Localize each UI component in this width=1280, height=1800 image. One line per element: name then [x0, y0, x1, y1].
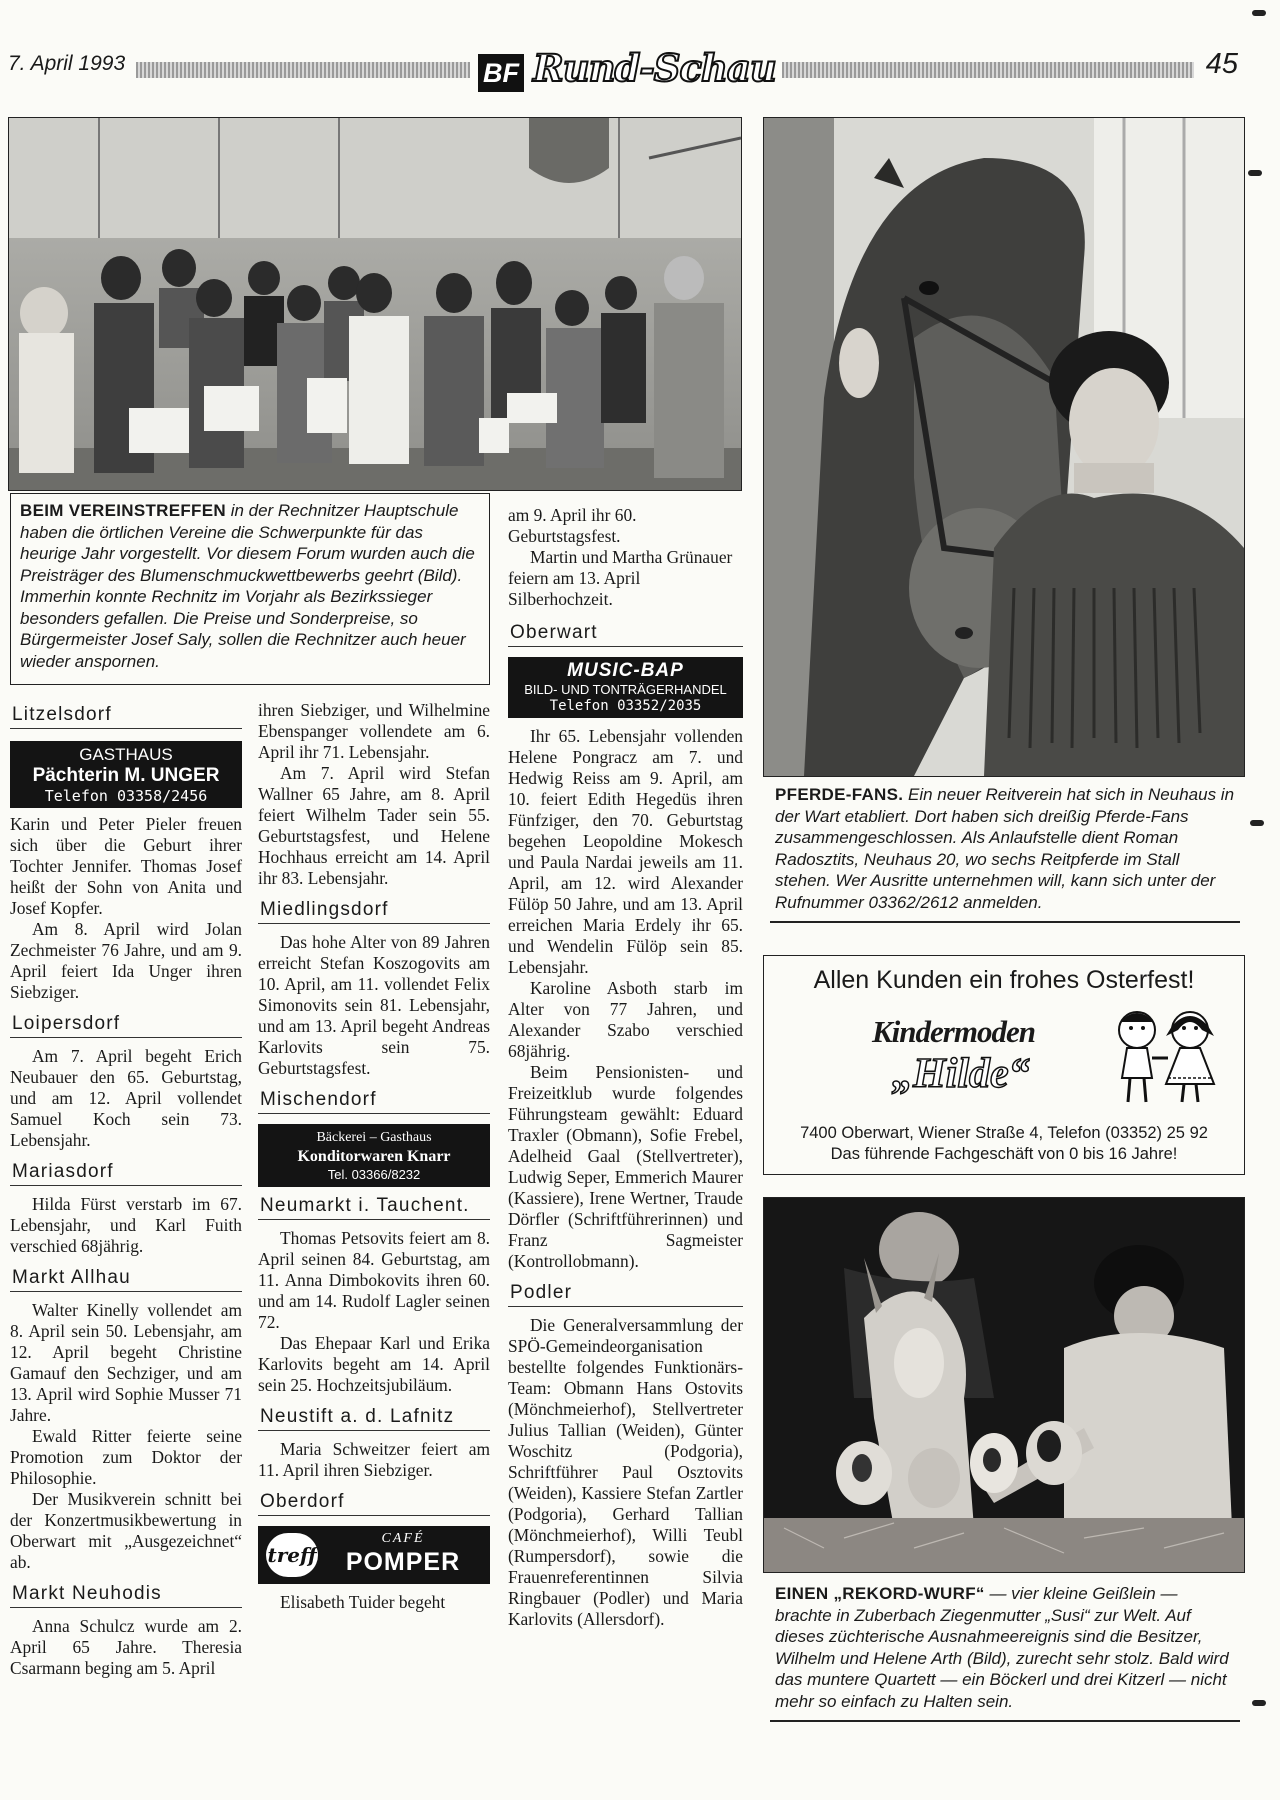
- paragraph: Am 8. April wird Jolan Zechmeister 76 Jahre, und am 9. April feiert Ida Unger ihren Siebziger.: [10, 919, 242, 1002]
- paragraph: Walter Kinelly vollendet am 8. April sein 50. Lebensjahr, am 12. April begeht Christine Gamauf den Sechziger, und am 13. April wird Sophie Musser 71 Jahre.: [10, 1300, 242, 1425]
- scan-mark: [1252, 10, 1266, 16]
- ad-line2: POMPER: [345, 1548, 461, 1576]
- treff-logo: treff: [266, 1533, 318, 1577]
- group-photo-caption: [20, 500, 482, 672]
- caption-text: Ein neuer Reitverein hat sich in Neuhaus in der Wart etabliert. Dort haben sich dreißig Pferde-Fans zusammengeschlossen. Als Anlaufstelle dient Roman Radosztits, Neuhaus 20, wo sechs Reitpferde im Stall stehen. Wer Ausritte unternehmen will, kann sich unter der Rufnummer 03362/2612 anmelden.: [775, 785, 1235, 912]
- caption-underline: [770, 921, 1240, 923]
- ad-kindermoden-hilde: [763, 955, 1245, 1175]
- scan-mark: [1252, 1700, 1266, 1706]
- paragraph: Das hohe Alter von 89 Jahren erreicht Stefan Koszogovits am 10. April, am 11. vollendet Felix Simonovits sein 81. Lebensjahr, und am 13. April begeht Andreas Karlovits sein 75. Geburtstagsfest.: [258, 932, 490, 1078]
- ad-line1: Bäckerei – Gasthaus: [316, 1130, 432, 1145]
- paragraph: Karin und Peter Pieler freuen sich über die Geburt ihrer Tochter Jennifer. Thomas Josef heißt der Sohn von Anita und Josef Kopfer.: [10, 814, 242, 918]
- header-rule-left: [136, 62, 470, 78]
- paragraph: Am 7. April wird Stefan Wallner 65 Jahre, am 8. April feiert Wilhelm Tader sein 55. Geburtstagsfest, und Helene Hochhaus erreicht am 14. April ihr 83. Lebensjahr.: [258, 763, 490, 888]
- ad-headline: Allen Kunden ein frohes Osterfest!: [813, 966, 1195, 994]
- paragraph: Maria Schweitzer feiert am 11. April ihren Siebziger.: [258, 1439, 490, 1480]
- issue-date: 7. April 1993: [8, 52, 126, 75]
- group-photo: [8, 117, 742, 491]
- ad-line2: Pächterin M. UNGER: [32, 765, 220, 786]
- horse-photo-caption: [775, 784, 1237, 913]
- caption-lead: BEIM VEREINSTREFFEN: [20, 501, 226, 520]
- ad-slogan: Das führende Fachgeschäft von 0 bis 16 Jahre!: [830, 1145, 1178, 1163]
- goats-photo: [763, 1197, 1245, 1573]
- ad-cafe-pomper: [258, 1526, 490, 1584]
- caption-text: in der Rechnitzer Hauptschule haben die örtlichen Vereine die Schwerpunkte für das heurige Jahr vorgestellt. Vor diesem Forum wurden auch die Preisträger des Blumenschmuckwettbewerbs geehrt (Bild). Immerhin konnte Rechnitz im Vorjahr als Bezirkssieger besonders gefallen. Die Preise und Sonderpreise, so Bürgermeister Josef Saly, sollen die Rechnitzer auch heuer wieder anspornen.: [20, 501, 475, 671]
- heading-mischendorf: Mischendorf: [258, 1089, 490, 1114]
- paragraph: Anna Schulcz wurde am 2. April 65 Jahre. Theresia Csarmann beging am 5. April: [10, 1616, 242, 1678]
- column-2: [258, 700, 490, 1613]
- ad-music-bap: [508, 657, 743, 718]
- heading-oberdorf: Oberdorf: [258, 1491, 490, 1516]
- caption-lead: EINEN „REKORD-WURF“: [775, 1584, 985, 1603]
- goats-photo-caption: [775, 1583, 1237, 1712]
- heading-litzelsdorf: Litzelsdorf: [10, 704, 242, 729]
- header-rule-right: [782, 62, 1194, 78]
- caption-text: — vier kleine Geißlein — brachte in Zuberbach Ziegenmutter „Susi“ zur Welt. Auf dieses züchterische Ausnahmeereignis sind die Besitzer, Wilhelm und Helene Arth (Bild), zurecht sehr stolz. Bald wird das muntere Quartett — ein Böckerl und drei Kitzerl — nicht mehr so einfach zu Halten sein.: [775, 1584, 1229, 1711]
- ad-line2: Konditorwaren Knarr: [297, 1148, 451, 1165]
- paragraph: Elisabeth Tuider begeht: [280, 1592, 446, 1612]
- heading-neustift: Neustift a. d. Lafnitz: [258, 1406, 490, 1431]
- horse-photo: [763, 117, 1245, 777]
- ad-line3: Telefon 03352/2035: [549, 698, 702, 714]
- bf-logo: BF: [478, 54, 524, 92]
- paragraph: Ewald Ritter feierte seine Promotion zum Doktor der Philosophie.: [10, 1426, 242, 1488]
- paragraph: ihren Siebziger, und Wilhelmine Ebenspanger vollendete am 6. April ihr 71. Lebensjahr.: [258, 700, 490, 762]
- column-1: [10, 704, 242, 1679]
- heading-markt-allhau: Markt Allhau: [10, 1267, 242, 1292]
- heading-loipersdorf: Loipersdorf: [10, 1013, 242, 1038]
- heading-podler: Podler: [508, 1282, 743, 1307]
- heading-mariasdorf: Mariasdorf: [10, 1161, 242, 1186]
- paragraph: Die Generalversammlung der SPÖ-Gemeindeorganisation bestellte folgendes Funktionärs-Team: Obmann Hans Ostovits (Mönchmeierhof), Stellvertreter Julius Tallian (Weiden), Günter Woschitz (Podgoria), Schriftführer Paul Osztovits (Weiden), Kassiere Stefan Zartler (Podgoria), Gerhard Tallian (Mönchmeierhof), Willi Teubl (Rumpersdorf), sowie die Frauenreferentinnen Silvia Ringbauer (Podler) und Maria Karlovits (Allersdorf).: [508, 1315, 743, 1629]
- children-illustration-icon: [1102, 1006, 1226, 1106]
- paragraph: Ihr 65. Lebensjahr vollenden Helene Pongracz am 7. und Hedwig Reiss am 9. April, am 10. feiert Edith Hegedüs ihren Fünfziger, den 70. Geburtstag begehen Leopoldine Mokesch und Paula Nardai jeweils am 11. April, am 12. wird Alexander Fülöp 50 Jahre, und am 13. April erreichen Maria Erdely ihr 65. und Wendelin Fülöp sein 85. Lebensjahr.: [508, 726, 743, 977]
- ad-brand-line1: Kindermoden: [872, 1014, 1035, 1049]
- ad-gasthaus-unger: [10, 741, 242, 808]
- heading-neumarkt: Neumarkt i. Tauchent.: [258, 1195, 490, 1220]
- paragraph: Beim Pensionisten- und Freizeitklub wurde folgendes Führungsteam gewählt: Eduard Traxler (Obmann), Sofie Frebel, Adelheid Gaal (Stellvertreter), Ludwig Seper, Emmerich Maurer (Kassiere), Irene Wertner, Traude Dörfler (Schriftführerinnen) und Franz Sagmeister (Kontrollobmann).: [508, 1062, 743, 1271]
- ad-line1: CAFÉ: [381, 1531, 425, 1546]
- paragraph: am 9. April ihr 60. Geburtstagsfest.: [508, 505, 637, 546]
- ad-line1: MUSIC-BAP: [567, 660, 684, 681]
- heading-oberwart: Oberwart: [508, 622, 743, 647]
- caption-underline: [770, 1720, 1240, 1722]
- column-3: [508, 505, 743, 1630]
- paragraph: Der Musikverein schnitt bei der Konzertmusikbewertung in Oberwart mit „Ausgezeichnet“ ab.: [10, 1489, 242, 1572]
- paragraph: Martin und Martha Grünauer feiern am 13. April Silberhochzeit.: [508, 547, 733, 609]
- paragraph: Am 7. April begeht Erich Neubauer den 65. Geburtstag, und am 12. April vollendet Samuel Koch sein 73. Lebensjahr.: [10, 1046, 242, 1150]
- ad-brand-line2: „Hilde“: [892, 1051, 1030, 1097]
- scan-mark: [1250, 820, 1264, 826]
- scan-mark: [1248, 170, 1262, 176]
- paragraph: Thomas Petsovits feiert am 8. April seinen 84. Geburtstag, am 11. Anna Dimbokovits ihren 60. und am 14. Rudolf Lagler seinen 72.: [258, 1228, 490, 1332]
- ad-line2: BILD- UND TONTRÄGERHANDEL: [524, 682, 727, 697]
- heading-markt-neuhodis: Markt Neuhodis: [10, 1583, 242, 1608]
- paragraph: Das Ehepaar Karl und Erika Karlovits begeht am 14. April sein 25. Hochzeitsjubiläum.: [258, 1333, 490, 1395]
- page-number: 45: [1205, 48, 1238, 80]
- ad-baeckerei-knarr: [258, 1124, 490, 1187]
- ad-line3: Telefon 03358/2456: [44, 787, 208, 805]
- paragraph: Karoline Asboth starb im Alter von 77 Jahren, und Alexander Szabo verschied 68jährig.: [508, 978, 743, 1061]
- ad-line3: Tel. 03366/8232: [327, 1167, 421, 1182]
- section-title: Rund-Schau: [533, 46, 776, 90]
- ad-address: 7400 Oberwart, Wiener Straße 4, Telefon (03352) 25 92: [800, 1124, 1208, 1142]
- caption-lead: PFERDE-FANS.: [775, 785, 904, 804]
- paragraph: Hilda Fürst verstarb im 67. Lebensjahr, und Karl Fuith verschied 68jährig.: [10, 1194, 242, 1256]
- heading-miedlingsdorf: Miedlingsdorf: [258, 899, 490, 924]
- ad-line1: GASTHAUS: [79, 745, 173, 764]
